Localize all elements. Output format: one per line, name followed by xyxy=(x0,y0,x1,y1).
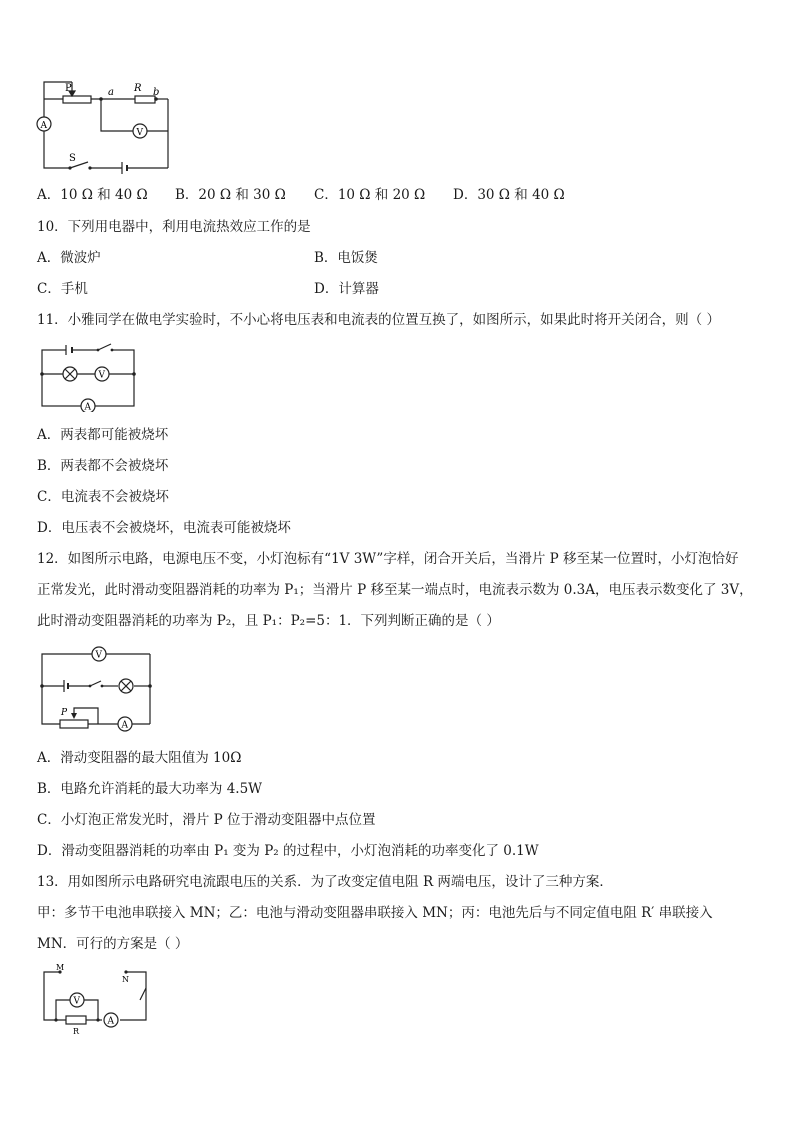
q13-label-n: N xyxy=(122,975,129,984)
q12-option-d: D．滑动变阻器消耗的功率由 P₁ 变为 P₂ 的过程中，小灯泡消耗的功率变化了 0.1W xyxy=(37,843,539,859)
q12-label-p: P xyxy=(61,708,68,718)
q13-label-r: R xyxy=(73,1027,80,1036)
q12-stem-line-2: 正常发光，此时滑动变阻器消耗的功率为 P₁；当滑片 P 移至某一端点时，电流表示数为 0.3A，电压表示数变化了 3V， xyxy=(37,582,753,598)
q11-voltmeter-label: V xyxy=(98,370,105,381)
q13-label-m: M xyxy=(56,964,65,972)
q13-voltmeter-label: V xyxy=(73,996,80,1007)
q12-circuit-diagram xyxy=(36,644,158,734)
q13-circuit-diagram xyxy=(36,964,156,1036)
q10-stem: 10．下列用电器中，利用电流热效应工作的是 xyxy=(37,219,311,235)
q9-label-p: P xyxy=(65,83,72,94)
q12-stem-line-3: 此时滑动变阻器消耗的功率为 P₂，且 P₁：P₂=5：1．下列判断正确的是（ ） xyxy=(37,613,500,629)
q9-label-b: b xyxy=(153,87,160,98)
q10-option-d: D．计算器 xyxy=(314,281,379,297)
q11-option-c: C．电流表不会被烧坏 xyxy=(37,489,169,505)
q11-option-d: D．电压表不会被烧坏，电流表可能被烧坏 xyxy=(37,520,291,536)
q12-lamp-icon xyxy=(119,679,133,693)
q13-stem-line-1: 13．用如图所示电路研究电流跟电压的关系．为了改变定值电阻 R 两端电压，设计了三种方案． xyxy=(37,874,613,890)
q11-option-a: A．两表都可能被烧坏 xyxy=(37,427,169,443)
q9-circuit-diagram xyxy=(30,76,180,176)
q12-option-a: A．滑动变阻器的最大阻值为 10Ω xyxy=(37,750,242,766)
q9-option-a: A．10 Ω 和 40 Ω xyxy=(37,187,148,203)
q12-voltmeter-label: V xyxy=(95,650,102,661)
q12-option-b: B．电路允许消耗的最大功率为 4.5W xyxy=(37,781,263,797)
q10-option-b: B．电饭煲 xyxy=(314,250,378,266)
q13-ammeter-label: A xyxy=(107,1016,114,1027)
q13-stem-line-2: 甲：多节干电池串联接入 MN；乙：电池与滑动变阻器串联接入 MN；丙：电池先后与不同定值电阻 R′ 串联接入 xyxy=(37,905,713,921)
q11-circuit-diagram xyxy=(38,342,140,412)
q13-stem-line-3: MN．可行的方案是（ ） xyxy=(37,936,189,952)
q12-option-c: C．小灯泡正常发光时，滑片 P 位于滑动变阻器中点位置 xyxy=(37,812,376,828)
q9-label-r: R xyxy=(134,83,142,94)
q9-option-d: D．30 Ω 和 40 Ω xyxy=(453,187,565,203)
q11-option-b: B．两表都不会被烧坏 xyxy=(37,458,169,474)
q12-stem-line-1: 12．如图所示电路，电源电压不变，小灯泡标有“1V 3W”字样，闭合开关后，当滑片 P 移至某一位置时，小灯泡恰好 xyxy=(37,551,739,567)
q11-ammeter-label: A xyxy=(84,402,91,412)
q9-label-s: S xyxy=(69,153,76,164)
q12-ammeter-label: A xyxy=(121,720,128,731)
q11-lamp-icon xyxy=(63,367,77,381)
q9-option-c: C．10 Ω 和 20 Ω xyxy=(314,187,426,203)
q9-label-a: a xyxy=(108,87,114,98)
q11-stem: 11．小雅同学在做电学实验时，不小心将电压表和电流表的位置互换了，如图所示，如果此时将开关闭合，则（ ） xyxy=(37,312,720,328)
q9-option-b: B．20 Ω 和 30 Ω xyxy=(175,187,286,203)
q9-voltmeter-label: V xyxy=(136,128,143,138)
q9-ammeter-label: A xyxy=(40,121,47,131)
q10-option-c: C．手机 xyxy=(37,281,88,297)
q10-option-a: A．微波炉 xyxy=(37,250,101,266)
